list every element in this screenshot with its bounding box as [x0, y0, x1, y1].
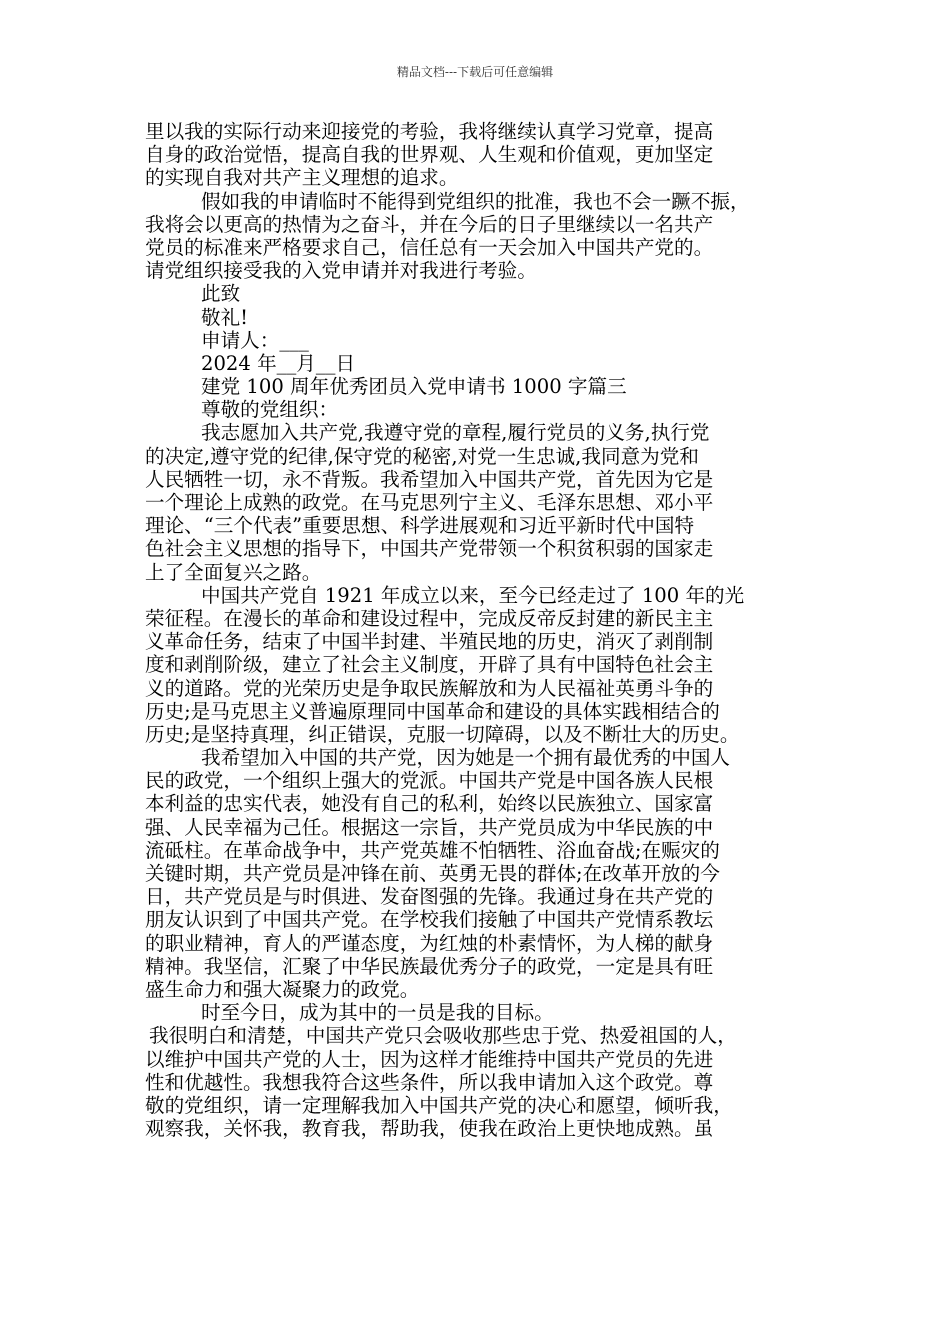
text-line: 我很明白和清楚，中国共产党只会吸收那些忠于党、热爱祖国的人，	[149, 1024, 737, 1048]
text-line: 历史;是马克思主义普遍原理同中国革命和建设的具体实践相结合的	[145, 699, 720, 723]
text-line: 盛生命力和强大凝聚力的政党。	[145, 977, 420, 1001]
text-line: 人民牺牲一切，永不背叛。我希望加入中国共产党，首先因为它是	[145, 467, 714, 491]
closing-salutation: 此致	[201, 282, 241, 306]
text-line: 中国共产党自 1921 年成立以来，至今已经走过了 100 年的光	[201, 583, 745, 607]
text-line: 流砥柱。在革命战争中，共产党英雄不怕牺牲、浴血奋战;在赈灾的	[145, 838, 720, 862]
closing-regards: 敬礼!	[201, 305, 249, 329]
text-line: 历史;是坚持真理，纠正错误，克服一切障碍，以及不断壮大的历史。	[145, 722, 740, 746]
text-line: 荣征程。在漫长的革命和建设过程中，完成反帝反封建的新民主主	[145, 606, 714, 630]
section-title: 建党 100 周年优秀团员入党申请书 1000 字篇三	[201, 375, 627, 399]
text-line: 我志愿加入共产党,我遵守党的章程,履行党员的义务,执行党	[201, 421, 710, 445]
text-line: 性和优越性。我想我符合这些条件，所以我申请加入这个政党。尊	[145, 1070, 714, 1094]
text-line: 度和剥削阶级，建立了社会主义制度，开辟了具有中国特色社会主	[145, 653, 714, 677]
text-line: 本利益的忠实代表，她没有自己的私利，始终以民族独立、国家富	[145, 792, 714, 816]
text-line: 假如我的申请临时不能得到党组织的批准，我也不会一蹶不振，	[201, 189, 750, 213]
text-line: 色社会主义思想的指导下，中国共产党带领一个积贫积弱的国家走	[145, 537, 714, 561]
text-line: 我希望加入中国的共产党，因为她是一个拥有最优秀的中国人	[201, 746, 731, 770]
text-line: 义的道路。党的光荣历史是争取民族解放和为人民福祉英勇斗争的	[145, 676, 714, 700]
text-line: 理论、“三个代表”重要思想、科学进展观和习近平新时代中国特	[145, 514, 695, 538]
greeting-line: 尊敬的党组织：	[201, 398, 339, 422]
text-line: 上了全面复兴之路。	[145, 560, 322, 584]
text-line: 里以我的实际行动来迎接党的考验，我将继续认真学习党章，提高	[145, 120, 714, 143]
applicant-line: 申请人：___	[201, 328, 309, 352]
text-line: 党员的标准来严格要求自己，信任总有一天会加入中国共产党的。	[145, 235, 714, 259]
text-line: 一个理论上成熟的政党。在马克思列宁主义、毛泽东思想、邓小平	[145, 491, 714, 514]
text-line: 朋友认识到了中国共产党。在学校我们接触了中国共产党情系教坛	[145, 908, 714, 932]
text-line: 的决定,遵守党的纪律,保守党的秘密,对党一生忠诚,我同意为党和	[145, 444, 699, 468]
document-body	[145, 120, 819, 1140]
text-line: 民的政党，一个组织上强大的党派。中国共产党是中国各族人民根	[145, 769, 714, 793]
page-header: 精品文档---下载后可任意编辑	[396, 65, 554, 79]
text-line: 敬的党组织，请一定理解我加入中国共产党的决心和愿望，倾听我，	[145, 1093, 733, 1117]
text-line: 我将会以更高的热情为之奋斗，并在今后的日子里继续以一名共产	[145, 212, 714, 236]
text-line: 请党组织接受我的入党申请并对我进行考验。	[145, 259, 537, 283]
text-line: 强、人民幸福为己任。根据这一宗旨，共产党员成为中华民族的中	[145, 815, 714, 839]
text-line: 时至今日，成为其中的一员是我的目标。	[201, 1001, 554, 1025]
text-line: 自身的政治觉悟，提高自我的世界观、人生观和价值观，更加坚定	[145, 143, 714, 167]
text-line: 观察我，关怀我，教育我，帮助我，使我在政治上更快地成熟。虽	[145, 1117, 714, 1141]
text-line: 的实现自我对共产主义理想的追求。	[145, 166, 459, 190]
text-line: 的职业精神，育人的严谨态度，为红烛的朴素情怀，为人梯的献身	[145, 931, 714, 955]
text-line: 日，共产党员是与时俱进、发奋图强的先锋。我通过身在共产党的	[145, 885, 714, 909]
text-line: 义革命任务，结束了中国半封建、半殖民地的历史，消灭了剥削制	[145, 630, 714, 654]
text-line: 精神。我坚信，汇聚了中华民族最优秀分子的政党，一定是具有旺	[145, 954, 714, 978]
text-line: 关键时期，共产党员是冲锋在前、英勇无畏的群体;在改革开放的今	[145, 862, 720, 885]
date-line: 2024 年__月__日	[201, 351, 356, 375]
text-line: 以维护中国共产党的人士，因为这样才能维持中国共产党员的先进	[145, 1047, 714, 1071]
